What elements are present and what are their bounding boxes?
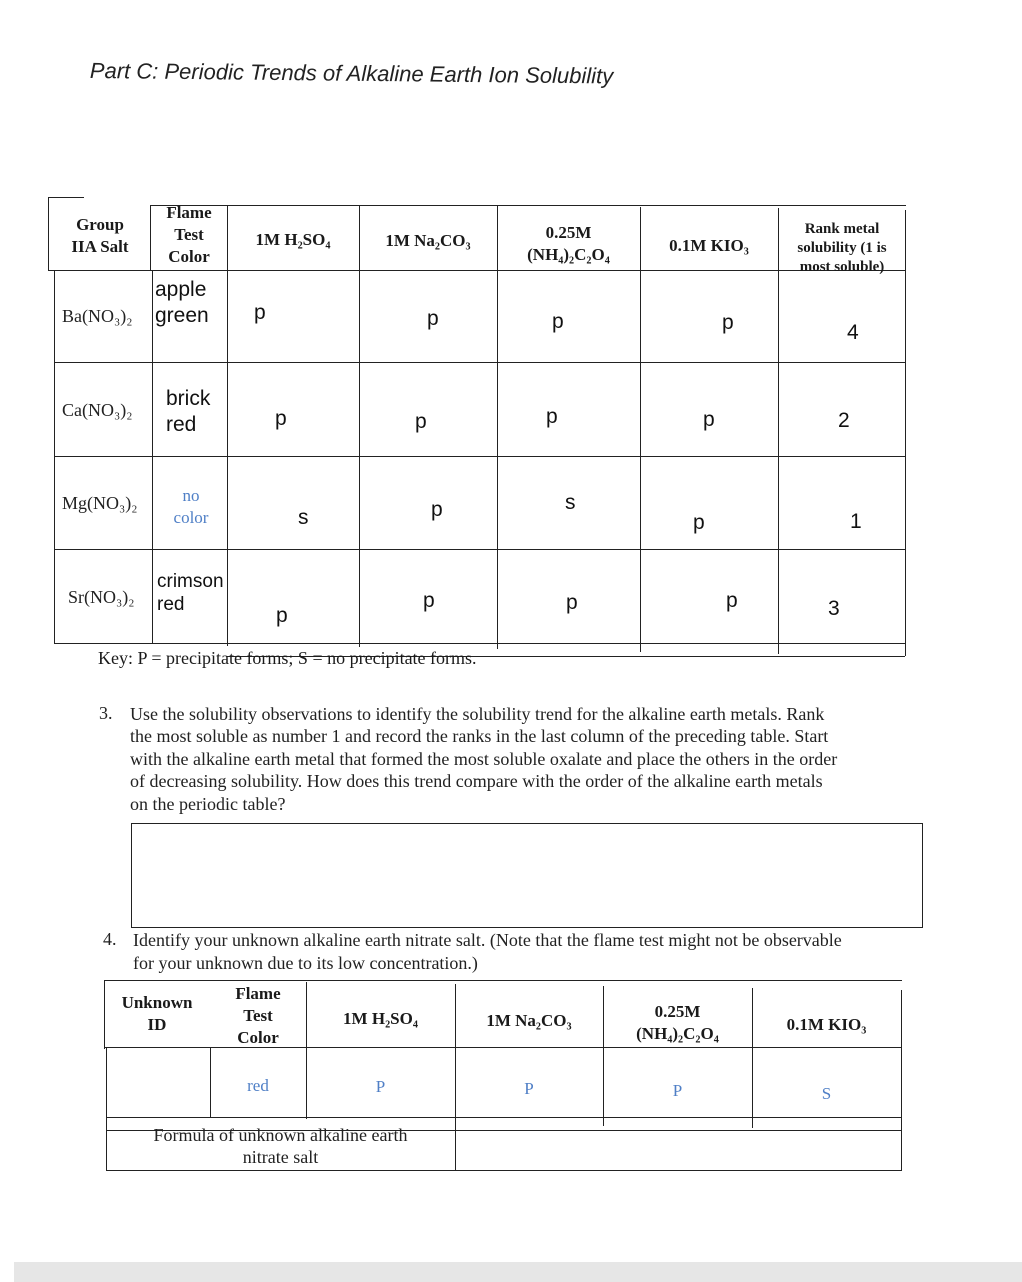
na2co3-mg: p [431, 498, 443, 521]
h2so4-ca: p [275, 407, 287, 430]
rank-sr: 3 [828, 597, 840, 620]
answer-box-q3[interactable] [131, 823, 923, 928]
rank-ca: 2 [838, 409, 850, 432]
t2-header-flame: Flame Test Color [235, 984, 281, 1047]
salt-sr: Sr(NO₃)₂ [68, 587, 135, 607]
question-3-line: on the periodic table? [130, 794, 286, 814]
h2so4-sr: p [276, 604, 288, 627]
t2-header-h2so4: 1M H₂SO₄ [343, 1009, 418, 1028]
col-header-kio3: 0.1M KIO₃ [669, 236, 749, 255]
question-3-line: with the alkaline earth metal that formed the most soluble oxalate and place the others in the order [130, 749, 838, 769]
t2-flame: red [247, 1076, 269, 1095]
page-bottom-edge [14, 1262, 1022, 1282]
salt-ca: Ca(NO₃)₂ [62, 400, 133, 420]
h2so4-ba: p [254, 301, 266, 324]
formula-label: Formula of unknown alkaline earth nitrate salt [153, 1125, 408, 1167]
oxalate-sr: p [566, 591, 578, 614]
table-key: Key: P = precipitate forms; S = no precipitate forms. [98, 648, 477, 668]
t2-header-kio3: 0.1M KIO₃ [786, 1015, 867, 1034]
t2-kio3: S [821, 1084, 832, 1103]
col-header-salt: Group IIA Salt [71, 215, 129, 256]
oxalate-ba: p [552, 310, 564, 333]
t2-na2co3: P [524, 1079, 534, 1098]
t2-header-unknown: Unknown ID [121, 993, 193, 1034]
oxalate-ca: p [546, 405, 558, 428]
col-header-na2co3: 1M Na₂CO₃ [385, 231, 471, 250]
t2-h2so4: P [375, 1077, 386, 1096]
rank-ba: 4 [847, 321, 859, 344]
col-header-flame: Flame Test Color [166, 203, 212, 266]
kio3-ca: p [703, 408, 715, 431]
col-header-h2so4: 1M H₂SO₄ [255, 230, 331, 249]
question-3-line: Use the solubility observations to identify the solubility trend for the alkaline earth metals. Rank [130, 704, 825, 724]
kio3-mg: p [693, 511, 705, 534]
page-title: Part C: Periodic Trends of Alkaline Earth Ion Solubility [89, 58, 614, 89]
flame-ba: apple green [155, 278, 209, 327]
flame-sr: crimson red [157, 571, 224, 615]
flame-mg: no color [173, 486, 209, 527]
col-header-oxalate: 0.25M (NH₄)₂C₂O₄ [527, 223, 610, 264]
kio3-ba: p [722, 311, 734, 334]
t2-header-na2co3: 1M Na₂CO₃ [486, 1011, 572, 1030]
question-3-line: of decreasing solubility. How does this trend compare with the order of the alkaline earth metals [130, 771, 823, 791]
col-header-rank: Rank metal solubility (1 is most soluble) [797, 221, 887, 275]
na2co3-ba: p [427, 307, 439, 330]
kio3-sr: p [726, 589, 738, 612]
na2co3-sr: p [423, 589, 435, 612]
t2-oxalate: P [672, 1081, 683, 1100]
question-4-number: 4. [103, 929, 117, 949]
flame-ca: brick red [166, 387, 211, 436]
question-3-line: the most soluble as number 1 and record the ranks in the last column of the preceding table. Start [130, 726, 829, 746]
question-3-number: 3. [99, 703, 113, 723]
t2-header-oxalate: 0.25M (NH₄)₂C₂O₄ [636, 1002, 719, 1043]
question-4-line: Identify your unknown alkaline earth nitrate salt. (Note that the flame test might not be observable [133, 930, 842, 950]
h2so4-mg: s [298, 506, 309, 529]
question-4-line: for your unknown due to its low concentration.) [133, 953, 478, 973]
salt-ba: Ba(NO₃)₂ [62, 306, 133, 326]
na2co3-ca: p [415, 410, 427, 433]
oxalate-mg: s [565, 491, 576, 514]
rank-mg: 1 [850, 510, 862, 533]
salt-mg: Mg(NO₃)₂ [62, 493, 138, 513]
